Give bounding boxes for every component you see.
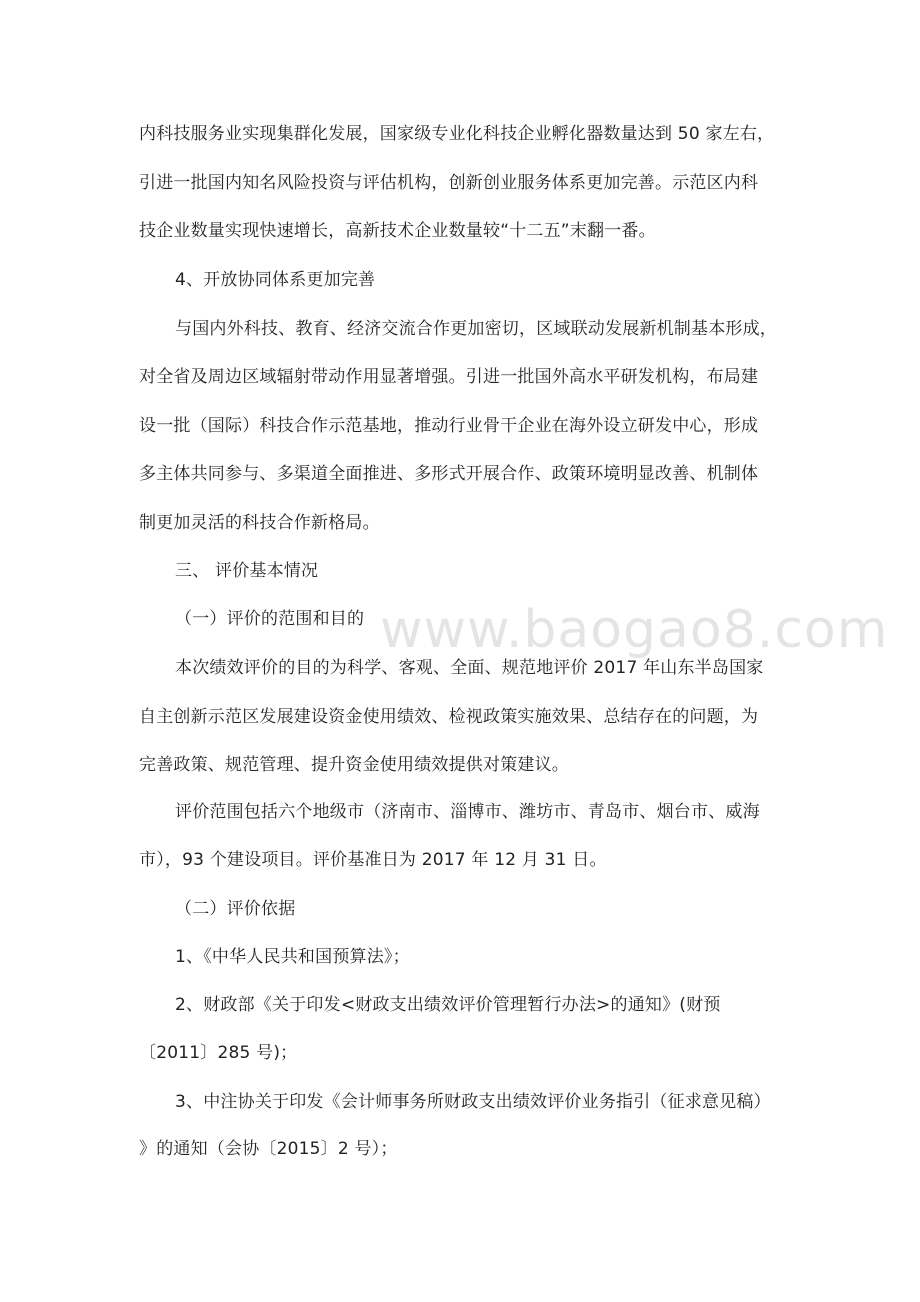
section-heading: 4、开放协同体系更加完善 <box>175 270 376 290</box>
paragraph-line: 内科技服务业实现集群化发展，国家级专业化科技企业孵化器数量达到 50 家左右， <box>139 124 775 144</box>
paragraph-line: 自主创新示范区发展建设资金使用绩效、检视政策实施效果、总结存在的问题，为 <box>139 707 759 727</box>
list-item-continuation: 》的通知（会协〔2015〕2 号）； <box>139 1139 398 1159</box>
list-item: 2、财政部《关于印发<财政支出绩效评价管理暂行办法>的通知》(财预 <box>175 995 721 1015</box>
paragraph-line: 评价范围包括六个地级市（济南市、淄博市、潍坊市、青岛市、烟台市、威海 <box>175 802 760 822</box>
paragraph-line: 完善政策、规范管理、提升资金使用绩效提供对策建议。 <box>139 755 569 775</box>
list-item: 3、中注协关于印发《会计师事务所财政支出绩效评价业务指引（征求意见稿） <box>175 1092 771 1112</box>
section-heading: 三、 评价基本情况 <box>175 561 319 581</box>
paragraph-line: 设一批（国际）科技合作示范基地，推动行业骨干企业在海外设立研发中心，形成 <box>139 416 759 436</box>
paragraph-line: 技企业数量实现快速增长，高新技术企业数量较“十二五”末翻一番。 <box>139 221 656 241</box>
list-item: 1、《中华人民共和国预算法》； <box>175 947 410 967</box>
paragraph-line: 多主体共同参与、多渠道全面推进、多形式开展合作、政策环境明显改善、机制体 <box>139 464 759 484</box>
watermark: www.baogao8.com <box>380 600 889 660</box>
paragraph-line: 本次绩效评价的目的为科学、客观、全面、规范地评价 2017 年山东半岛国家 <box>175 658 764 678</box>
paragraph-line: 引进一批国内知名风险投资与评估机构，创新创业服务体系更加完善。示范区内科 <box>139 173 759 193</box>
subsection-heading: （二）评价依据 <box>175 899 296 919</box>
subsection-heading: （一）评价的范围和目的 <box>175 609 365 629</box>
paragraph-line: 与国内外科技、教育、经济交流合作更加密切，区域联动发展新机制基本形成， <box>175 319 777 339</box>
list-item-continuation: 〔2011〕285 号)； <box>139 1043 298 1063</box>
paragraph-line: 市），93 个建设项目。评价基准日为 2017 年 12 月 31 日。 <box>139 850 607 870</box>
paragraph-line: 制更加灵活的科技合作新格局。 <box>139 513 380 533</box>
paragraph-line: 对全省及周边区域辐射带动作用显著增强。引进一批国外高水平研发机构，布局建 <box>139 367 759 387</box>
